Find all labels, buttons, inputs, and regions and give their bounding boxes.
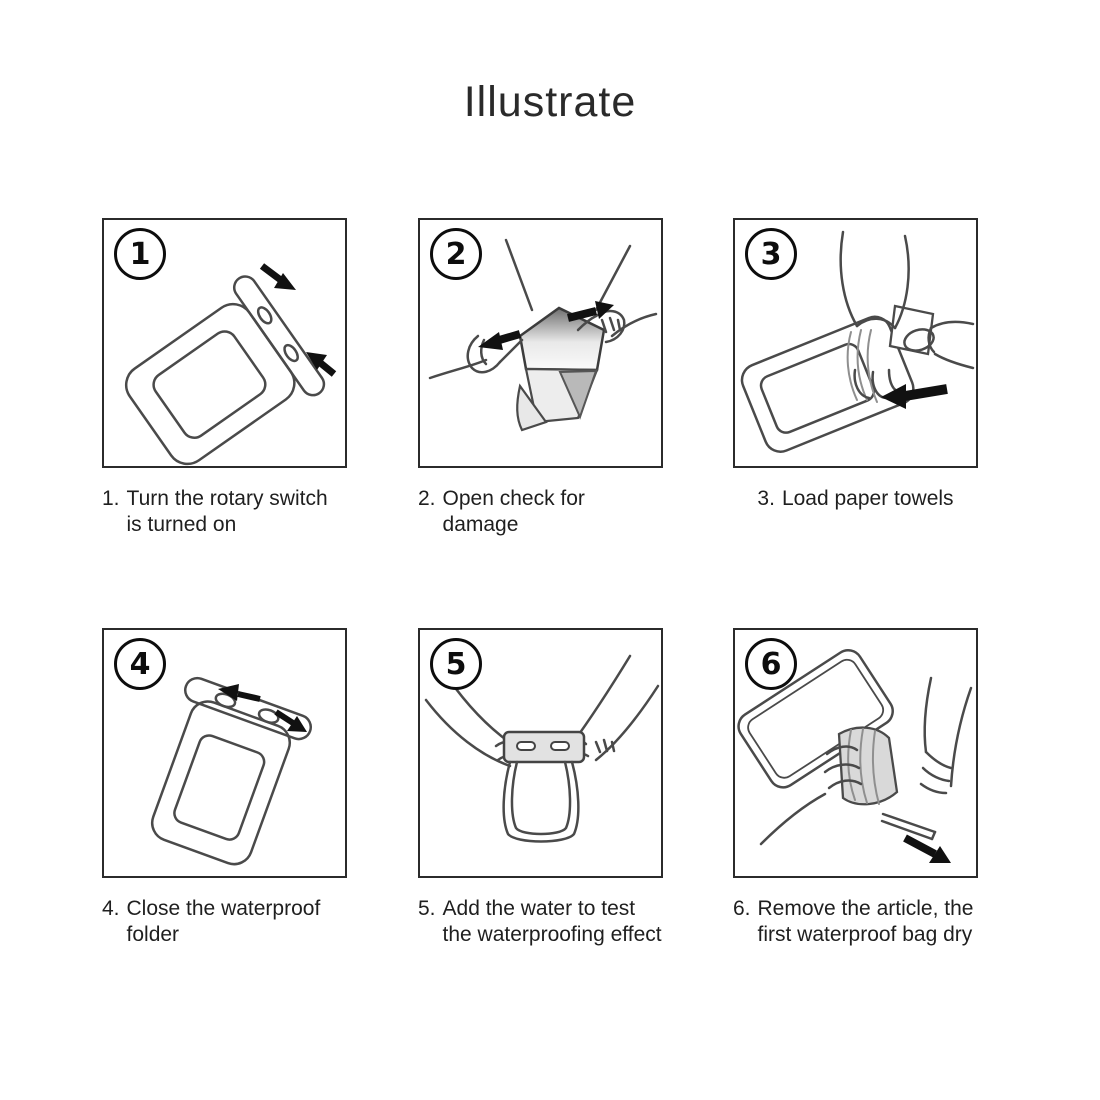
caption-number: 2.: [418, 487, 436, 510]
step-panel-4: [102, 628, 347, 947]
step-panel-6: [733, 628, 978, 947]
step-box: [733, 628, 978, 878]
step-panel-1: [102, 218, 347, 537]
step-number-badge: 6: [745, 638, 797, 690]
caption-text: Remove the article, the first waterproof bag dry: [757, 897, 974, 946]
step-caption: [418, 486, 663, 537]
step-panel-5: [418, 628, 663, 947]
caption-text: Turn the rotary switch is turned on: [126, 487, 328, 536]
step-number-badge: 5: [430, 638, 482, 690]
step-caption: [102, 486, 347, 537]
caption-text: Close the waterproof folder: [126, 897, 321, 946]
caption-text: Load paper towels: [781, 487, 954, 510]
caption-number: 3.: [757, 487, 775, 510]
step-caption: [102, 896, 347, 947]
step-panel-3: [733, 218, 978, 512]
caption-text: Open check for damage: [442, 487, 585, 536]
step-number-badge: 3: [745, 228, 797, 280]
step-box: [102, 628, 347, 878]
caption-text: Add the water to test the waterproofing effect: [442, 897, 662, 946]
step-box: [733, 218, 978, 468]
step-number-badge: 1: [114, 228, 166, 280]
step-box: [418, 628, 663, 878]
step-number-badge: 2: [430, 228, 482, 280]
step-caption: [733, 486, 978, 512]
step-panel-2: [418, 218, 663, 537]
pull-out-arrow-icon: [905, 838, 951, 863]
step-caption: [733, 896, 978, 947]
caption-number: 6.: [733, 897, 751, 920]
caption-number: 5.: [418, 897, 436, 920]
step-box: [102, 218, 347, 468]
caption-number: 4.: [102, 897, 120, 920]
step-box: [418, 218, 663, 468]
step-caption: [418, 896, 663, 947]
caption-number: 1.: [102, 487, 120, 510]
page-title: Illustrate: [463, 78, 637, 126]
step-number-badge: 4: [114, 638, 166, 690]
